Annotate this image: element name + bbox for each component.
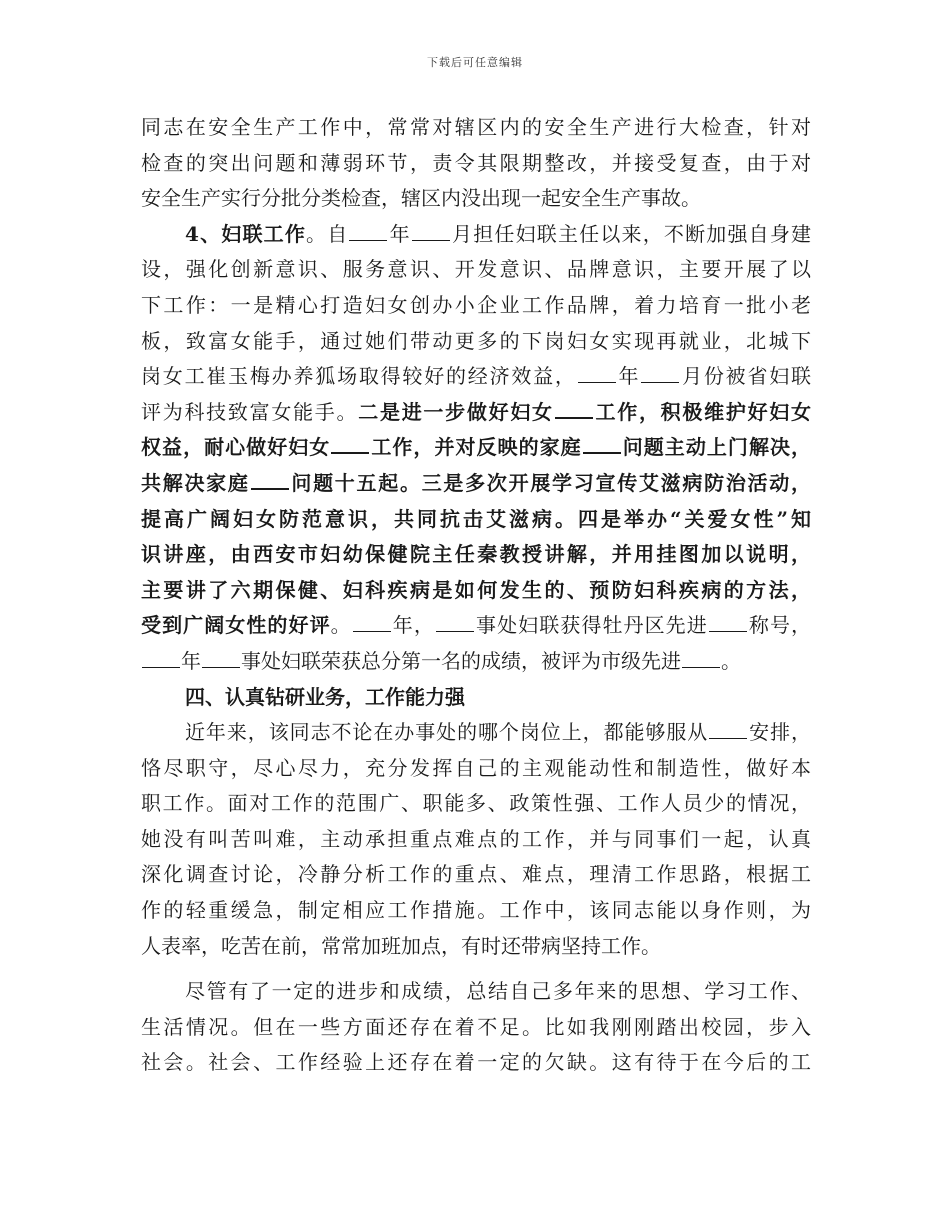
text-span: 。自 [306, 221, 349, 246]
text-span: 。 [330, 613, 352, 638]
text-span: 年 [616, 364, 641, 389]
text-line: 主要讲了六期保健、妇科疾病是如何发生的、预防妇科疾病的方法， [141, 577, 811, 602]
text-line: 识讲座，由西安市妇幼保健院主任秦教授讲解，并用挂图加以说明， [141, 542, 811, 567]
page-header: 下载后可任意编辑 [427, 56, 523, 69]
section-heading-womens-federation: 4、妇联工作 [185, 221, 307, 246]
text-line: 作的轻重缓急，制定相应工作措施。工作中，该同志能以身作则，为 [141, 898, 811, 923]
blank-line [142, 666, 180, 668]
blank-line [709, 737, 747, 739]
text-line: 设，强化创新意识、服务意识、开发意识、品牌意识，主要开展了以 [141, 257, 811, 282]
text-span: 事处妇联荣获总分第一名的成绩，被评为市级先进 [241, 648, 681, 673]
text-line: 尽管有了一定的进步和成绩，总结自己多年来的思想、学习工作、 [185, 979, 811, 1004]
text-span: 年 [388, 221, 411, 246]
text-line [141, 644, 811, 680]
blank-line [709, 630, 747, 632]
text-span: 月担任妇联主任以来，不断加强自身建 [450, 221, 811, 246]
text-line: 安全生产实行分批分类检查，辖区内没出现一起安全生产事故。 [141, 186, 701, 211]
text-line [141, 715, 811, 751]
text-span: 工作，并对反映的家庭 [370, 435, 582, 460]
text-span: 岗女工崔玉梅办养狐场取得较好的经济效益， [141, 364, 577, 389]
blank-line [331, 451, 369, 454]
document-body [141, 110, 811, 1081]
blank-line [555, 416, 593, 419]
text-span: 事处妇联获得牡丹区先进 [474, 613, 708, 638]
text-line [141, 466, 811, 502]
text-line: 同志在安全生产工作中，常常对辖区内的安全生产进行大检查，针对 [141, 115, 811, 139]
text-line: 恪尽职守，尽心尽力，充分发挥自己的主观能动性和制造性，做好本 [141, 755, 811, 780]
blank-line [641, 381, 679, 383]
text-line [141, 395, 811, 431]
section-heading: 四、认真钻研业务，工作能力强 [185, 684, 465, 709]
text-line: 深化调查讨论，冷静分析工作的重点、难点，理清工作思路，根据工 [141, 862, 811, 887]
text-span: 年， [391, 613, 435, 638]
text-line: 提高广阔妇女防范意识，共同抗击艾滋病。四是举办“关爱女性”知 [141, 506, 811, 531]
text-line: 检查的突出问题和薄弱环节，责令其限期整改，并接受复查，由于对 [141, 150, 811, 175]
text-line [141, 359, 811, 395]
text-span: 权益，耐心做好妇女 [141, 435, 331, 460]
blank-line [202, 666, 240, 668]
paragraph-gap [141, 964, 811, 974]
text-line: 下工作：一是精心打造妇女创办小企业工作品牌，着力培育一批小老 [141, 292, 811, 317]
text-span: 称号， [747, 613, 811, 638]
blank-line [349, 239, 387, 241]
text-line: 人表率，吃苦在前，常常加班加点，有时还带病坚持工作。 [141, 933, 661, 958]
blank-line [682, 666, 720, 668]
text-line: 生活情况。但在一些方面还存在着不足。比如我刚刚踏出校园，步入 [141, 1014, 811, 1039]
text-line: 社会。社会、工作经验上还存在着一定的欠缺。这有待于在今后的工 [141, 1050, 811, 1075]
text-span: 近年来，该同志不论在办事处的哪个岗位上，都能够服从 [185, 720, 709, 745]
text-span: 问题主动上门解决， [621, 435, 811, 460]
text-span: 评为科技致富女能手。 [141, 399, 359, 424]
text-line: 板，致富女能手，通过她们带动更多的下岗妇女实现再就业，北城下 [141, 328, 811, 353]
blank-line [436, 630, 474, 632]
text-span: 年 [181, 648, 201, 673]
text-line [141, 430, 811, 466]
blank-line [583, 451, 621, 454]
text-span: 月份被省妇联 [680, 364, 811, 389]
bold-span: 工作，积极维护好妇女 [593, 399, 811, 424]
bold-span: 受到广阔女性的好评 [141, 613, 331, 638]
blank-line [578, 381, 616, 383]
blank-line [251, 487, 289, 490]
text-span: 。 [721, 648, 741, 673]
text-line [141, 217, 811, 253]
bold-span: 二是进一步做好妇女 [358, 399, 554, 424]
text-line: 她没有叫苦叫难，主动承担重点难点的工作，并与同事们一起，认真 [141, 826, 811, 851]
text-line [141, 608, 811, 644]
text-span: 安排， [748, 720, 811, 745]
blank-line [412, 239, 450, 241]
text-span: 共解决家庭 [141, 470, 250, 495]
blank-line [353, 630, 391, 632]
text-span: 问题十五起。三是多次开展学习宣传艾滋病防治活动， [289, 470, 811, 495]
text-line: 职工作。面对工作的范围广、职能多、政策性强、工作人员少的情况， [141, 791, 811, 816]
